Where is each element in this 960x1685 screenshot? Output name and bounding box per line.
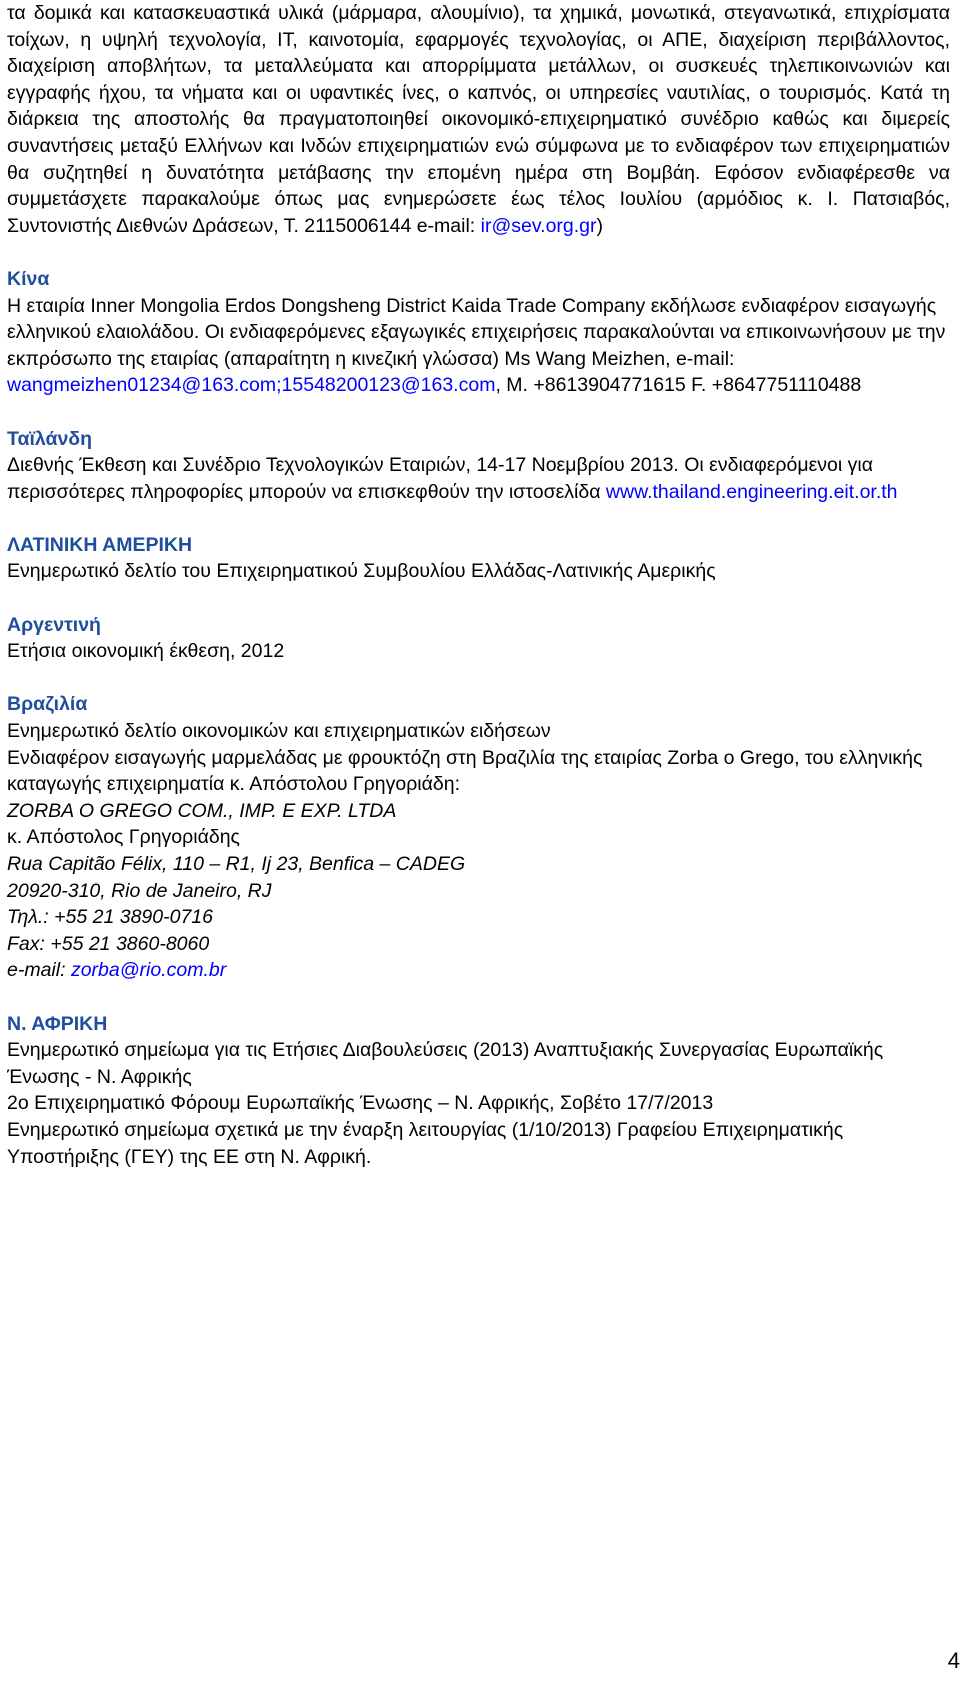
brazil-company: ZORBA O GREGO COM., IMP. E EXP. LTDA: [7, 799, 397, 822]
brazil-line1: Ενημερωτικό δελτίο οικονομικών και επιχειρηματικών ειδήσεων: [7, 720, 551, 743]
thailand-url-link[interactable]: www.thailand.engineering.eit.or.th: [605, 480, 898, 503]
argentina-text: Ετήσια οικονομική έκθεση, 2012: [7, 640, 285, 663]
china-paragraph: [7, 293, 950, 399]
brazil-address2: 20920-310, Rio de Janeiro, RJ: [7, 879, 272, 902]
china-text: Η εταιρία Inner Mongolia Erdos Dongsheng District Kaida Trade Company εκδήλωσε ενδιαφέρον εισαγωγής ελληνικού ελαιολάδου. Οι ενδιαφερόμενες εξαγωγικές επιχειρήσεις παρακαλούνται να επικοινωνήσουν με την εκπρόσωπο της εταιρίας (απαραίτητη η κινεζική γλώσσα) Ms Wang Meizhen, e-mail:: [7, 294, 946, 370]
document-page: [7, 0, 950, 1170]
brazil-contact: κ. Απόστολος Γρηγοριάδης: [7, 826, 240, 849]
south-africa-heading: Ν. ΑΦΡΙΚΗ: [7, 1012, 108, 1035]
china-heading: Κίνα: [7, 267, 50, 290]
south-africa-line1: Ενημερωτικό σημείωμα για τις Ετήσιες Διαβουλεύσεις (2013) Αναπτυξιακής Συνεργασίας Ευρωπαϊκής Ένωσης - Ν. Αφρικής: [7, 1039, 884, 1088]
brazil-heading: Βραζιλία: [7, 693, 88, 716]
brazil-fax: Fax: +55 21 3860-8060: [7, 932, 210, 955]
brazil-email-link[interactable]: zorba@rio.com.br: [70, 959, 227, 982]
intro-email-link[interactable]: ir@sev.org.gr: [480, 214, 597, 237]
brazil-email-line: [7, 957, 950, 984]
brazil-tel: Τηλ.: +55 21 3890-0716: [7, 906, 213, 929]
brazil-email-label: e-mail:: [7, 959, 71, 982]
thailand-paragraph: [7, 452, 950, 505]
latin-america-heading: ΛΑΤΙΝΙΚΗ ΑΜΕΡΙΚΗ: [7, 533, 193, 556]
china-phones: , M. +8613904771615 F. +8647751110488: [495, 374, 862, 397]
page-number: 4: [947, 1648, 960, 1673]
brazil-line2: Ενδιαφέρον εισαγωγής μαρμελάδας με φρουκτόζη στη Βραζιλία της εταιρίας Zorba o Grego, του ελληνικής καταγωγής επιχειρηματία κ. Απόστολου Γρηγοριάδη:: [7, 746, 923, 796]
south-africa-line2: 2ο Επιχειρηματικό Φόρουμ Ευρωπαϊκής Ένωσης – Ν. Αφρικής, Σοβέτο 17/7/2013: [7, 1092, 714, 1115]
intro-text: τα δομικά και κατασκευαστικά υλικά (μάρμαρα, αλουμίνιο), τα χημικά, μονωτικά, στεγανωτικά, επιχρίσματα τοίχων, η υψηλή τεχνολογία, IT, καινοτομία, εφαρμογές τεχνολογίας, οι ΑΠΕ, διαχείριση περιβάλλοντος, διαχείριση αποβλήτων, τα μεταλλεύματα και απορρίμματα μετάλλων, οι συσκευές τηλεπικοινωνιών και εγγραφής ήχου, τα νήματα και οι υφαντικές ίνες, ο καπνός, οι υπηρεσίες ναυτιλίας, ο τουρισμός. Κατά τη διάρκεια της αποστολής θα πραγματοποιηθεί οικονομικό-επιχειρηματικό συνέδριο καθώς και διμερείς συναντήσεις μεταξύ Ελλήνων και Ινδών επιχειρηματιών ενώ σύμφωνα με το ενδιαφέρον των επιχειρηματιών θα συζητηθεί η δυνατότητα μετάβασης την επομένη ημέρα στη Βομβάη. Εφόσον ενδιαφέρεσθε να συμμετάσχετε παρακαλούμε όπως μας ενημερώσετε έως τέλος Ιουλίου (αρμόδιος κ. Ι. Πατσιαβός, Συντονιστής Διεθνών Δράσεων, Τ. 2115006144 e-mail:: [7, 2, 950, 237]
intro-close: ): [596, 214, 604, 237]
brazil-address1: Rua Capitão Félix, 110 – R1, Ij 23, Benfica – CADEG: [7, 853, 466, 875]
china-email-link[interactable]: wangmeizhen01234@163.com;15548200123@163.com: [7, 374, 496, 397]
thailand-text: Διεθνής Έκθεση και Συνέδριο Τεχνολογικών Εταιριών, 14-17 Νοεμβρίου 2013. Οι ενδιαφερόμενοι για περισσότερες πληροφορίες μπορούν να επισκεφθούν την ιστοσελίδα: [7, 454, 873, 503]
argentina-heading: Αργεντινή: [7, 613, 101, 636]
south-africa-line3: Ενημερωτικό σημείωμα σχετικά με την έναρξη λειτουργίας (1/10/2013) Γραφείου Επιχειρηματικής Υποστήριξης (ΓΕΥ) της ΕΕ στη Ν. Αφρική.: [7, 1118, 844, 1168]
latin-america-text: Ενημερωτικό δελτίο του Επιχειρηματικού Συμβουλίου Ελλάδας-Λατινικής Αμερικής: [7, 560, 716, 583]
intro-paragraph: [7, 0, 950, 239]
thailand-heading: Ταϊλάνδη: [7, 427, 93, 450]
